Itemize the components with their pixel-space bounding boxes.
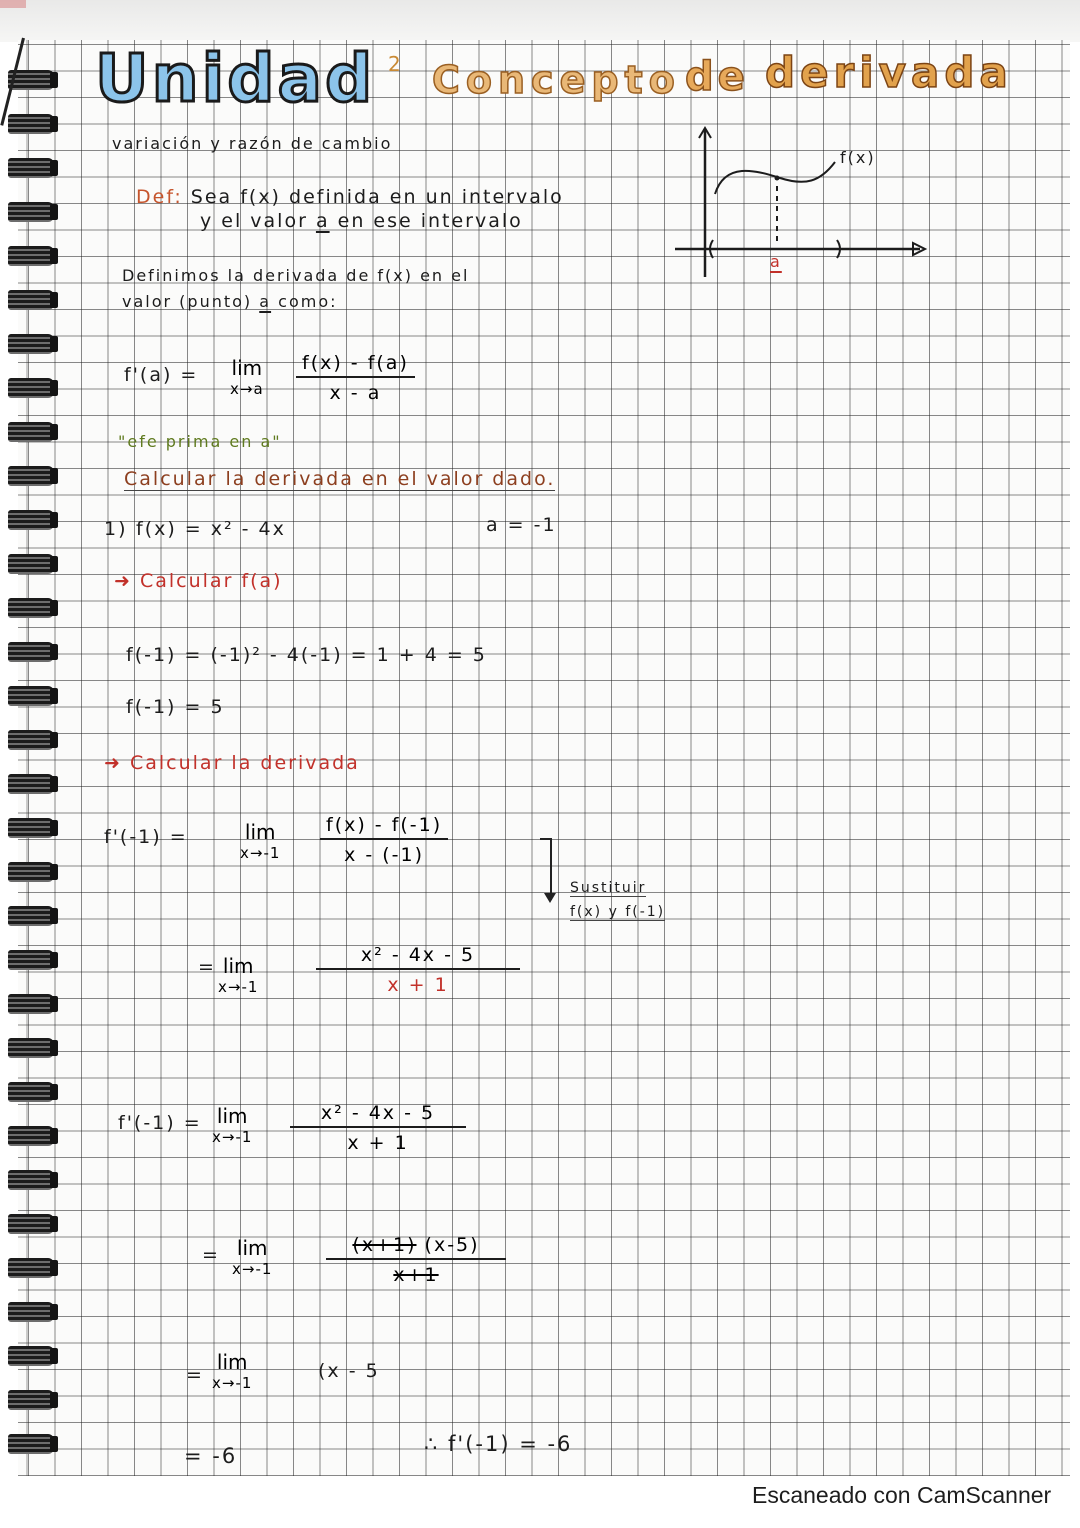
arrow-right-icon: ➜ (104, 752, 130, 774)
spiral-ring-icon (8, 1126, 54, 1146)
limit-operator: lim x→a (230, 356, 264, 398)
spiral-ring-icon (8, 1434, 54, 1454)
eq3-limit: lim x→-1 (212, 1104, 253, 1146)
eq4-limit: lim x→-1 (232, 1236, 273, 1278)
eq4-equals: = (202, 1244, 220, 1266)
definimos-line-1: Definimos la derivada de f(x) en el (122, 266, 470, 285)
exercise-number: 1) (104, 518, 128, 540)
step2-heading: ➜ Calcular la derivada (104, 752, 360, 774)
var-a: a (315, 210, 330, 232)
def-text: Sea f(x) definida en un intervalo (190, 186, 564, 208)
spiral-ring-icon (8, 114, 54, 134)
spiral-ring-icon (8, 1170, 54, 1190)
spiral-ring-icon (8, 378, 54, 398)
subtitle-variacion: variación y razón de cambio (112, 134, 393, 153)
instruction-heading: Calcular la derivada en el valor dado. (124, 468, 556, 490)
eq1-lhs: f'(-1) = (104, 826, 188, 848)
definition-line-1 (136, 186, 564, 208)
spiral-ring-icon (8, 246, 54, 266)
function-graph-sketch (665, 122, 935, 282)
spiral-ring-icon (8, 1082, 54, 1102)
graph-point-label: a (770, 252, 782, 271)
spiral-ring-icon (8, 642, 54, 662)
conclusion: ∴ f'(-1) = -6 (424, 1432, 573, 1456)
graph-function-label: f(x) (840, 148, 876, 167)
spiral-ring-icon (8, 510, 54, 530)
arrow-down-icon (544, 893, 556, 903)
spiral-ring-icon (8, 1214, 54, 1234)
spiral-ring-icon (8, 422, 54, 442)
title-unidad: Unidad (95, 40, 376, 117)
var-a: a (259, 292, 272, 311)
derivative-lhs: f'(a) = (124, 364, 199, 386)
definition-line-2: y el valor a en ese intervalo (200, 210, 523, 232)
eq2-equals: = (198, 956, 216, 978)
spiral-ring-icon (8, 1346, 54, 1366)
scan-top-edge (0, 0, 1080, 42)
spiral-ring-icon (8, 290, 54, 310)
final-result: = -6 (184, 1444, 238, 1468)
arrow-right-icon: ➜ (114, 570, 140, 592)
eq3-lhs: f'(-1) = (118, 1112, 202, 1134)
camscanner-watermark: Escaneado con CamScanner (752, 1482, 1052, 1508)
spiral-ring-icon (8, 730, 54, 750)
side-note-line-1: Sustituir (570, 880, 647, 896)
title-word-derivada: derivada (765, 48, 1013, 97)
spiral-ring-icon (8, 598, 54, 618)
step1-heading: ➜ Calcular f(a) (114, 570, 283, 592)
spiral-ring-icon (8, 466, 54, 486)
spiral-ring-icon (8, 1038, 54, 1058)
eq2-limit: lim x→-1 (218, 954, 259, 996)
cancelled-factor: (x+1) (352, 1234, 417, 1256)
definimos-line-2: valor (punto) a como: (122, 292, 338, 311)
def-label: Def: (136, 186, 183, 208)
spiral-ring-icon (8, 1390, 54, 1410)
spiral-ring-icon (8, 818, 54, 838)
side-note-line-2: f(x) y f(-1) (570, 904, 666, 920)
spiral-ring-icon (8, 774, 54, 794)
eq5-limit: lim x→-1 (212, 1350, 253, 1392)
eq4-fraction: (x+1) (x-5) x+1 (326, 1234, 506, 1286)
spiral-ring-icon (8, 950, 54, 970)
step1-result: f(-1) = 5 (126, 696, 225, 718)
spiral-ring-icon (8, 686, 54, 706)
spiral-ring-icon (8, 554, 54, 574)
reading-note: "efe prima en a" (118, 432, 282, 451)
substitution-bracket (540, 838, 552, 900)
eq2-fraction: x² - 4x - 5 x + 1 (316, 944, 520, 996)
title-unit-number: 2 (388, 52, 401, 76)
spiral-ring-icon (8, 1302, 54, 1322)
spiral-ring-icon (8, 334, 54, 354)
spiral-ring-icon (8, 994, 54, 1014)
exercise-a-value: a = -1 (486, 514, 557, 536)
spiral-ring-icon (8, 1258, 54, 1278)
spiral-ring-icon (8, 906, 54, 926)
spiral-ring-icon (8, 862, 54, 882)
step1-calculation: f(-1) = (-1)² - 4(-1) = 1 + 4 = 5 (126, 644, 487, 666)
eq5-equals: = (186, 1364, 204, 1386)
eq5-expression: (x - 5 (318, 1360, 380, 1382)
eq3-fraction: x² - 4x - 5 x + 1 (290, 1102, 466, 1154)
title-word-de: de (685, 54, 749, 100)
exercise-function: f(x) = x² - 4x (136, 518, 286, 540)
spiral-ring-icon (8, 158, 54, 178)
scan-corner-mark (0, 0, 26, 8)
definition-fraction: f(x) - f(a) x - a (296, 352, 415, 404)
title-word-concepto: Concepto (432, 58, 681, 102)
eq1-fraction: f(x) - f(-1) x - (-1) (320, 814, 448, 866)
eq1-limit: lim x→-1 (240, 820, 281, 862)
spiral-ring-icon (8, 202, 54, 222)
cancelled-denominator: x+1 (393, 1264, 439, 1286)
